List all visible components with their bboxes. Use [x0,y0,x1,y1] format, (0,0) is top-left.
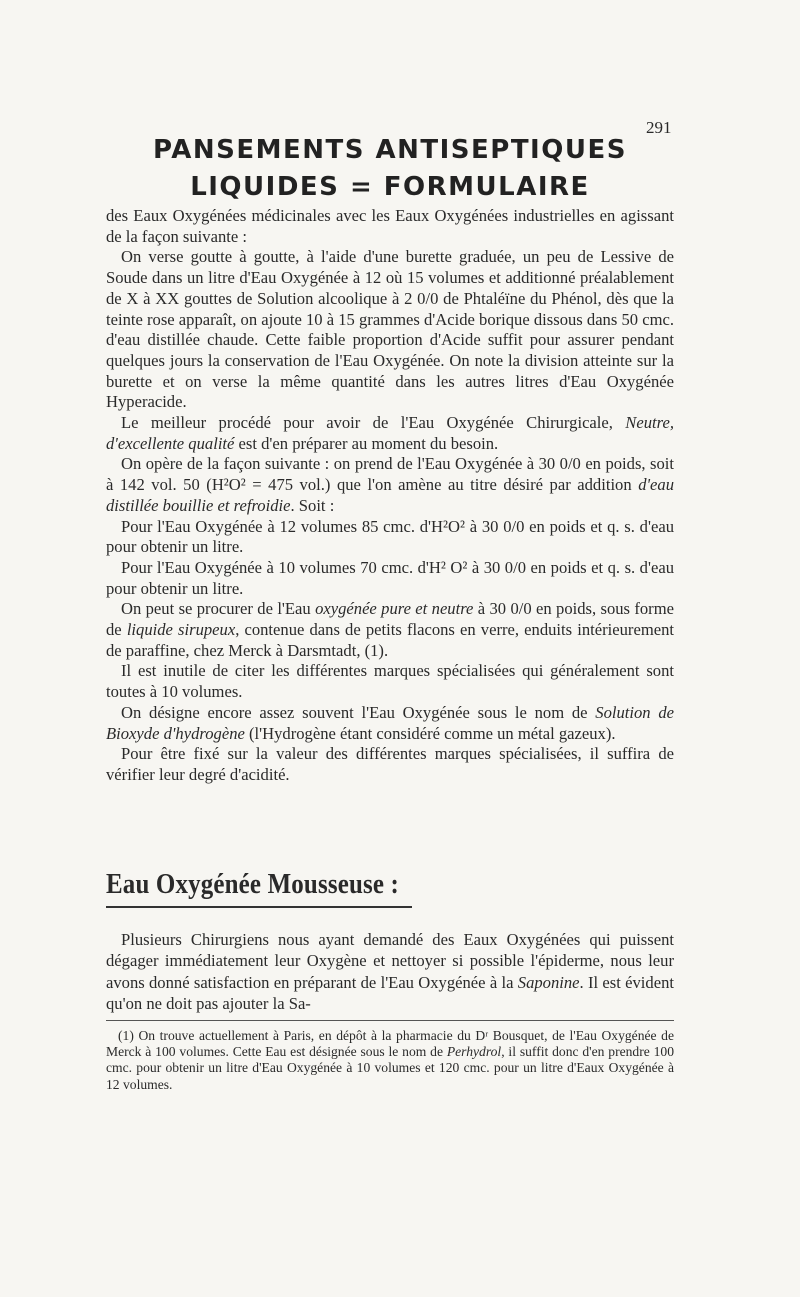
section-underline [106,906,412,908]
paragraph: On opère de la façon suivante : on prend de l'Eau Oxygénée à 30 0/0 en poids, soit à 142 vol. 50 (H²O² = 475 vol.) que l'on amène au titre désiré par addition d'eau distillée bouillie et refroidie. Soit : [106,454,674,515]
emphasis: d'eau distillée bouillie et refroidie [106,475,674,515]
paragraph: Pour l'Eau Oxygénée à 10 volumes 70 cmc. d'H² O² à 30 0/0 en poids et q. s. d'eau pour obtenir un litre. [106,557,674,598]
body-text [106,206,674,786]
paragraph: On verse goutte à goutte, à l'aide d'une burette graduée, un peu de Lessive de Soude dans un litre d'Eau Oxygénée à 12 où 15 volumes et additionné préalablement de X à XX gouttes de Solution alcoolique à 2 0/0 de Phtaléïne du Phénol, dès que la teinte rose apparaît, on ajoute 10 à 15 grammes d'Acide borique dissous dans 50 cmc. d'eau distillée chaude. Cette faible proportion d'Acide suffit pour assurer pendant quelques jours la conservation de l'Eau Oxygénée. On note la division atteinte sur la burette et on verse la même quantité dans les autres litres d'Eau Oxygénée Hyperacide. [106,247,674,412]
footnote [106,1028,674,1093]
paragraph: Le meilleur procédé pour avoir de l'Eau Oxygénée Chirurgicale, Neutre, d'excellente qualité est d'en préparer au moment du besoin. [106,413,674,453]
footnote-divider [106,1020,674,1021]
emphasis: Perhydrol [446,1044,502,1060]
page-number: 291 [646,118,672,137]
emphasis: Solution de Bioxyde d'hydrogène [106,702,674,743]
section-text [106,929,674,1014]
emphasis: Neutre, d'excellente qualité [106,413,674,453]
paragraph: Plusieurs Chirurgiens nous ayant demandé des Eaux Oxygénées qui puissent dégager immédiatement leur Oxygène et nettoyer si possible l'épiderme, nous leur avons donné satisfaction en préparant de l'Eau Oxygénée à la Saponine. Il est évident qu'on ne doit pas ajouter la Sa- [106,930,674,1013]
paragraph: Il est inutile de citer les différentes marques spécialisées qui généralement sont toutes à 10 volumes. [106,661,674,702]
header-line-2: LIQUIDES = FORMULAIRE [190,172,590,202]
header-line-1: PANSEMENTS ANTISEPTIQUES [153,135,627,165]
paragraph: Pour être fixé sur la valeur des différentes marques spécialisées, il suffira de vérifier leur degré d'acidité. [106,744,674,784]
paragraph: On peut se procurer de l'Eau oxygénée pure et neutre à 30 0/0 en poids, sous forme de liquide sirupeux, contenue dans de petits flacons en verre, enduits intérieurement de paraffine, chez Merck à Darsmtadt, (1). [106,599,674,660]
chapter-header [0,132,780,206]
emphasis: oxygénée pure et neutre [315,599,474,619]
emphasis: liquide sirupeux [126,620,236,640]
paragraph: On désigne encore assez souvent l'Eau Oxygénée sous le nom de Solution de Bioxyde d'hydrogène (l'Hydrogène étant considéré comme un métal gazeux). [106,702,674,743]
paragraph: des Eaux Oxygénées médicinales avec les Eaux Oxygénées industrielles en agissant de la façon suivante : [106,206,674,246]
paragraph: Pour l'Eau Oxygénée à 12 volumes 85 cmc. d'H²O² à 30 0/0 en poids et q. s. d'eau pour obtenir un litre. [106,516,674,557]
emphasis: Saponine [517,972,580,992]
section-title: Eau Oxygénée Mousseuse : [106,868,400,900]
footnote-text: (1) On trouve actuellement à Paris, en dépôt à la pharmacie du Dʳ Bousquet, de l'Eau Oxygénée de Merck à 100 volumes. Cette Eau est désignée sous le nom de Perhydrol, il suffit donc d'en prendre 100 cmc. pour obtenir un litre d'Eau Oxygénée à 10 volumes et 120 cmc. pour un litre d'Eaux Oxygénée à 12 volumes. [106,1028,675,1092]
